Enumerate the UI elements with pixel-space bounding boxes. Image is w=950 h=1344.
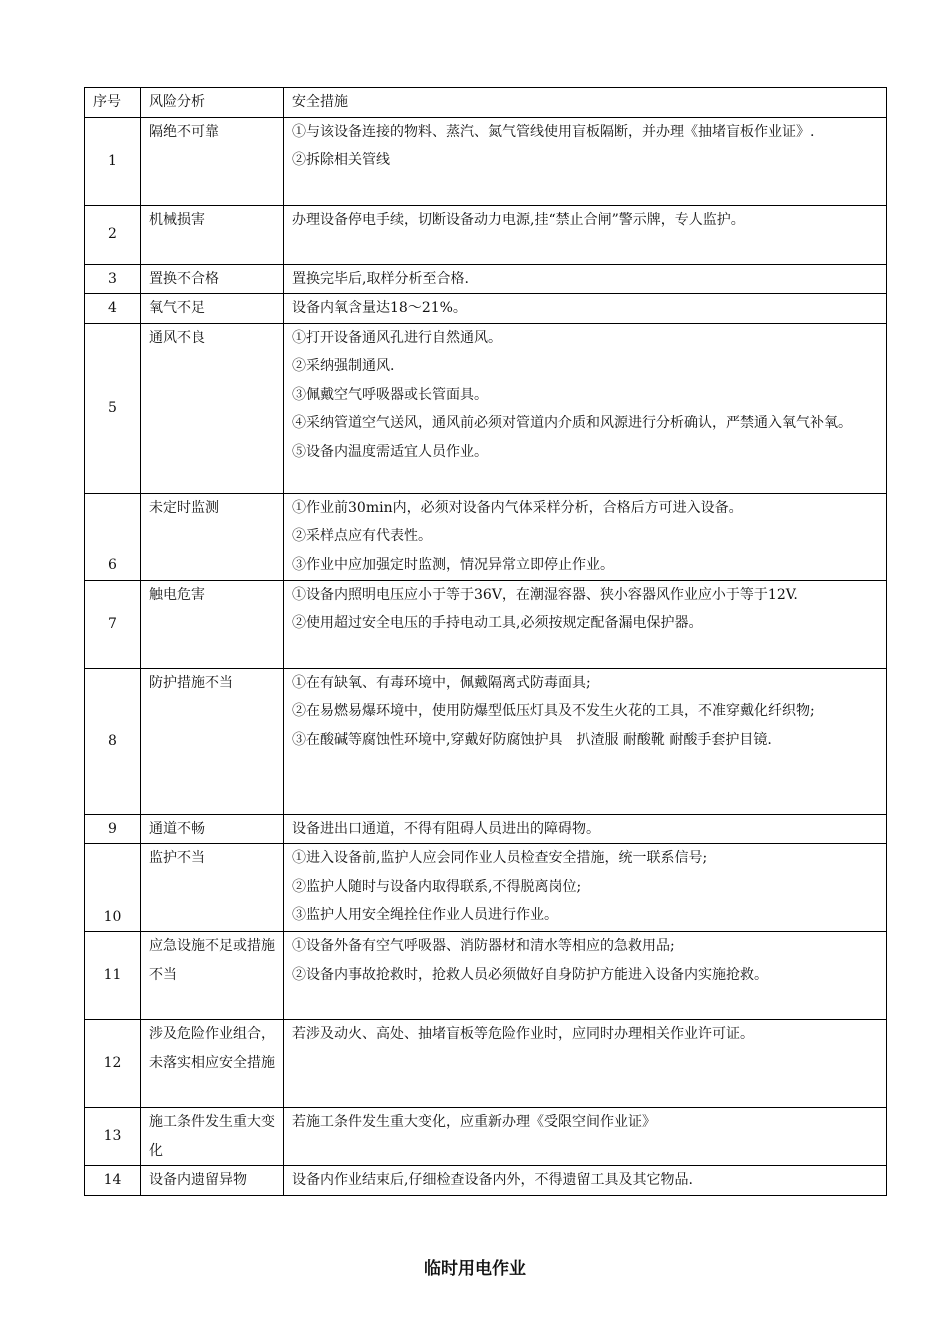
table-row: [85, 1020, 887, 1108]
safety-measures: [284, 323, 887, 493]
safety-measures: [284, 205, 887, 264]
row-number: 9: [85, 814, 141, 844]
measure-line: 设备进出口通道，不得有阻碍人员进出的障碍物。: [292, 820, 600, 837]
row-number: 10: [85, 844, 141, 932]
row-number: 13: [85, 1108, 141, 1166]
measure-line: 设备内作业结束后,仔细检查设备内外，不得遗留工具及其它物品.: [292, 1172, 693, 1188]
measure-line: ②拆除相关管线: [292, 152, 390, 168]
measure-line: ④采纳管道空气送风，通风前必须对管道内介质和风源进行分析确认，严禁通入氧气补氧。: [292, 415, 852, 431]
measure-line: ②在易燃易爆环境中，使用防爆型低压灯具及不发生火花的工具，不准穿戴化纤织物;: [292, 703, 815, 719]
measure-line: ③佩戴空气呼吸器或长管面具。: [292, 386, 488, 403]
header-measures: 安全措施: [284, 88, 887, 118]
row-number: 5: [85, 323, 141, 493]
row-number: 2: [85, 205, 141, 264]
measure-line: ①进入设备前,监护人应会同作业人员检查安全措施，统一联系信号;: [292, 850, 708, 866]
measure-line: ①设备内照明电压应小于等于36V，在潮湿容器、狭小容器风作业应小于等于12V.: [292, 586, 798, 603]
table-row: [85, 1108, 887, 1166]
header-risk: 风险分析: [141, 88, 284, 118]
safety-measures-table: [84, 87, 887, 1196]
row-number: 12: [85, 1020, 141, 1108]
safety-measures: [284, 1108, 887, 1166]
measure-line: 办理设备停电手续，切断设备动力电源,挂“禁止合闸”警示牌，专人监护。: [292, 211, 745, 228]
table-row: [85, 580, 887, 668]
table-row: [85, 264, 887, 294]
risk-analysis: 机械损害: [141, 205, 284, 264]
safety-measures: [284, 580, 887, 668]
safety-measures: [284, 1166, 887, 1196]
measure-line: ①设备外备有空气呼吸器、消防器材和清水等相应的急救用品;: [292, 938, 675, 954]
safety-measures: [284, 844, 887, 932]
measure-line: ②设备内事故抢救时，抢救人员必须做好自身防护方能进入设备内实施抢救。: [292, 966, 768, 983]
risk-analysis: 应急设施不足或措施不当: [141, 932, 284, 1020]
measure-line: ③作业中应加强定时监测，情况异常立即停止作业。: [292, 556, 614, 573]
table-row: [85, 668, 887, 814]
safety-measures: [284, 932, 887, 1020]
table-row: [85, 205, 887, 264]
row-number: 3: [85, 264, 141, 294]
measure-line: ⑤设备内温度需适宜人员作业。: [292, 443, 488, 460]
measure-line: ②采纳强制通风.: [292, 358, 395, 374]
safety-measures: [284, 814, 887, 844]
header-no: 序号: [85, 88, 141, 118]
row-number: 14: [85, 1166, 141, 1196]
measure-line: 若施工条件发生重大变化，应重新办理《受限空间作业证》: [292, 1114, 656, 1130]
row-number: 8: [85, 668, 141, 814]
row-number: 7: [85, 580, 141, 668]
safety-measures: [284, 493, 887, 580]
risk-analysis: 设备内遗留异物: [141, 1166, 284, 1196]
table-header-row: [85, 88, 887, 118]
measure-line: ①在有缺氧、有毒环境中，佩戴隔离式防毒面具;: [292, 674, 591, 691]
table-row: [85, 117, 887, 205]
risk-analysis: 施工条件发生重大变化: [141, 1108, 284, 1166]
measure-line: ①与该设备连接的物料、蒸汽、氮气管线使用盲板隔断，并办理《抽堵盲板作业证》.: [292, 123, 815, 140]
measure-line: ①作业前30min内，必须对设备内气体采样分析，合格后方可进入设备。: [292, 499, 743, 516]
measure-line: ③监护人用安全绳拴住作业人员进行作业。: [292, 907, 558, 923]
risk-analysis: 氧气不足: [141, 294, 284, 324]
table-row: [85, 814, 887, 844]
measure-line: 置换完毕后,取样分析至合格.: [292, 270, 469, 287]
table-row: [85, 932, 887, 1020]
section-title: 临时用电作业: [424, 1259, 526, 1279]
measure-line: ②使用超过安全电压的手持电动工具,必须按规定配备漏电保护器。: [292, 615, 703, 631]
safety-measures: [284, 668, 887, 814]
row-number: 1: [85, 117, 141, 205]
measure-line: 若涉及动火、高处、抽堵盲板等危险作业时，应同时办理相关作业许可证。: [292, 1026, 754, 1042]
safety-measures: [284, 294, 887, 324]
measure-line: 设备内氧含量达18～21%。: [292, 300, 467, 316]
safety-measures: [284, 1020, 887, 1108]
table-row: [85, 294, 887, 324]
risk-analysis: 置换不合格: [141, 264, 284, 294]
risk-analysis: 触电危害: [141, 580, 284, 668]
risk-analysis: 未定时监测: [141, 493, 284, 580]
measure-line: ①打开设备通风孔进行自然通风。: [292, 329, 502, 346]
row-number: 6: [85, 493, 141, 580]
risk-analysis: 防护措施不当: [141, 668, 284, 814]
table-row: [85, 323, 887, 493]
risk-analysis: 通道不畅: [141, 814, 284, 844]
row-number: 11: [85, 932, 141, 1020]
table-row: [85, 844, 887, 932]
table-row: [85, 1166, 887, 1196]
risk-analysis: 监护不当: [141, 844, 284, 932]
measure-line: ③在酸碱等腐蚀性环境中,穿戴好防腐蚀护具 扒渣服 耐酸靴 耐酸手套护目镜.: [292, 731, 772, 748]
safety-measures: [284, 117, 887, 205]
safety-measures: [284, 264, 887, 294]
table-row: [85, 493, 887, 580]
row-number: 4: [85, 294, 141, 324]
risk-analysis: 通风不良: [141, 323, 284, 493]
risk-analysis: 隔绝不可靠: [141, 117, 284, 205]
measure-line: ②监护人随时与设备内取得联系,不得脱离岗位;: [292, 878, 582, 895]
risk-analysis: 涉及危险作业组合，未落实相应安全措施: [141, 1020, 284, 1108]
measure-line: ②采样点应有代表性。: [292, 528, 432, 544]
